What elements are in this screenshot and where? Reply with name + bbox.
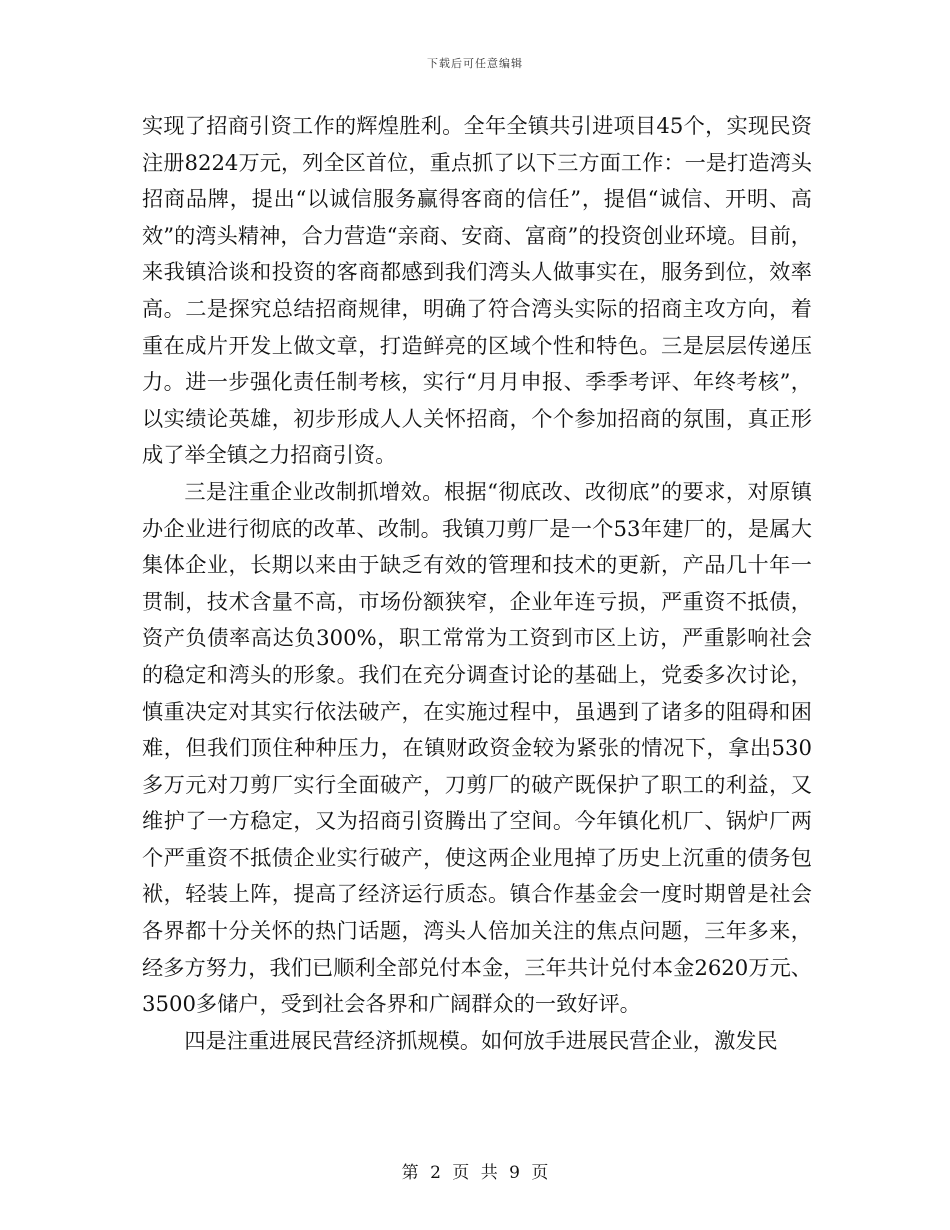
paragraph-1: 实现了招商引资工作的辉煌胜利。全年全镇共引进项目45个，实现民资注册8224万元，列全区首位，重点抓了以下三方面工作：一是打造湾头招商品牌，提出“以诚信服务赢得客商的信任”，提倡“诚信、开明、高效”的湾头精神，合力营造“亲商、安商、富商”的投资创业环境。目前，来我镇洽谈和投资的客商都感到我们湾头人做事实在，服务到位，效率高。二是探究总结招商规律，明确了符合湾头实际的招商主攻方向，着重在成片开发上做文章，打造鲜亮的区域个性和特色。三是层层传递压力。进一步强化责任制考核，实行“月月申报、季季考评、年终考核”，以实绩论英雄，初步形成人人关怀招商，个个参加招商的氛围，真正形成了举全镇之力招商引资。 [142, 113, 812, 468]
paragraph-2: 三是注重企业改制抓增效。根据“彻底改、改彻底”的要求，对原镇办企业进行彻底的改革、改制。我镇刀剪厂是一个53年建厂的，是属大集体企业，长期以来由于缺乏有效的管理和技术的更新，产品几十年一贯制，技术含量不高，市场份额狭窄，企业年连亏损，严重资不抵债，资产负债率高达负300%，职工常常为工资到市区上访，严重影响社会的稳定和湾头的形象。我们在充分调查讨论的基础上，党委多次讨论，慎重决定对其实行依法破产，在实施过程中，虽遇到了诸多的阻碍和困难，但我们顶住种种压力，在镇财政资金较为紧张的情况下，拿出530多万元对刀剪厂实行全面破产，刀剪厂的破产既保护了职工的利益，又维护了一方稳定，又为招商引资腾出了空间。今年镇化机厂、锅炉厂两个严重资不抵债企业实行破产，使这两企业甩掉了历史上沉重的债务包袱，轻装上阵，提高了经济运行质态。镇合作基金会一度时期曾是社会各界都十分关怀的热门话题，湾头人倍加关注的焦点问题，三年多来，经多方努力，我们已顺利全部兑付本金，三年共计兑付本金2620万元、3500多储户，受到社会各界和广阔群众的一致好评。 [142, 478, 812, 1017]
page-header: 下载后可任意编辑 [427, 57, 523, 70]
paragraph-3: 四是注重进展民营经济抓规模。如何放手进展民营企业，激发民 [184, 1027, 778, 1053]
page-footer: 第 2 页 共 9 页 [401, 1163, 549, 1183]
document-body [142, 108, 812, 1059]
